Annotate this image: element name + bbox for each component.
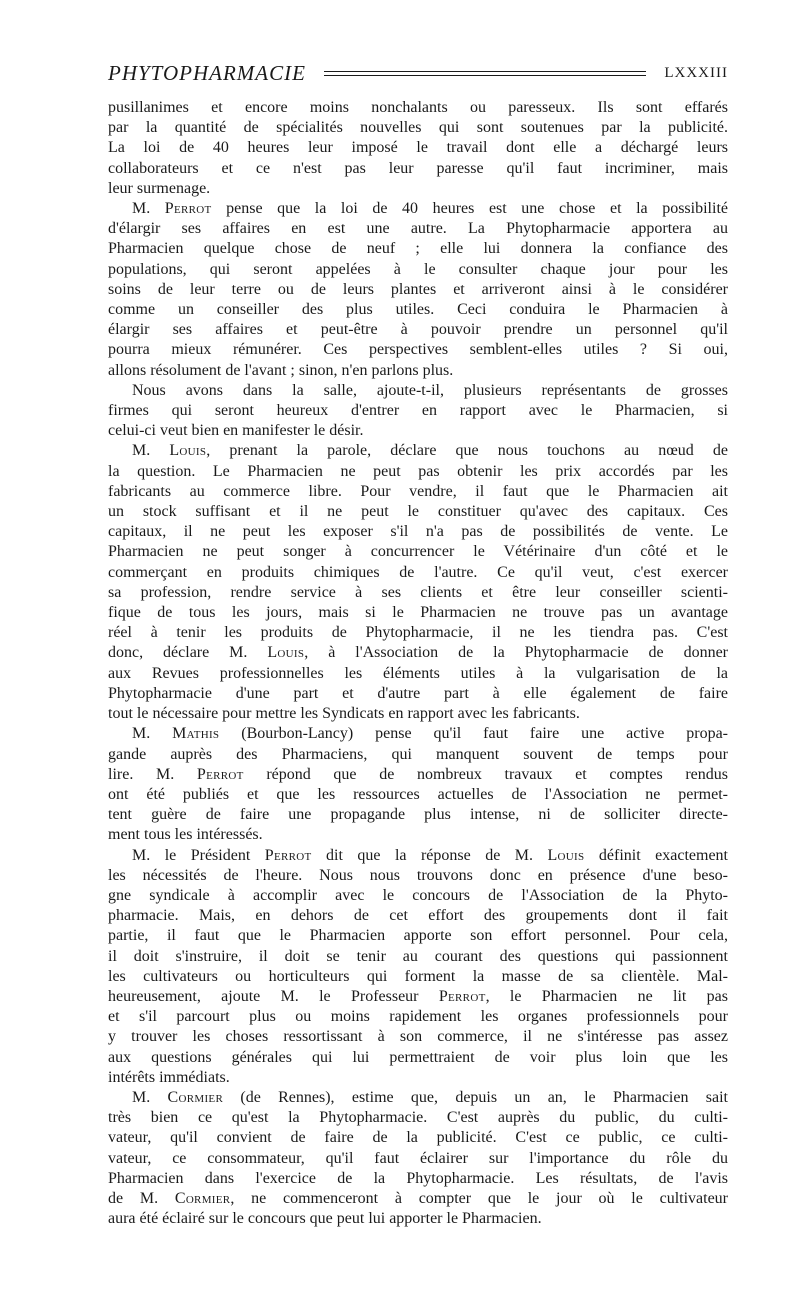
text-line: gne syndicale à accomplir avec le concours de l'Association de la Phyto- bbox=[108, 886, 728, 904]
running-header bbox=[108, 58, 728, 88]
person-name: Perrot bbox=[438, 987, 486, 1005]
text-line: très bien ce qu'est la Phytopharmacie. C'est auprès du public, du culti- bbox=[108, 1109, 728, 1127]
person-name: Perrot bbox=[196, 765, 244, 783]
text-line: collaborateurs et ce n'est pas leur paresse qu'il faut incriminer, mais bbox=[108, 159, 728, 177]
text-line: les cultivateurs ou horticulteurs qui forment la masse de sa clientèle. Mal- bbox=[108, 967, 728, 985]
body-text bbox=[108, 98, 728, 1229]
text-line: capitaux, il ne peut les exposer s'il n'a pas de possibilités de vente. Le bbox=[108, 523, 728, 541]
text-line: soins de leur terre ou de leurs plantes et arriveront ainsi à le considérer bbox=[108, 280, 728, 298]
text-line: ont été publiés et que les ressources actuelles de l'Association ne permet- bbox=[108, 785, 728, 803]
text-line: M. Mathis (Bourbon-Lancy) pense qu'il faut faire une active propa- bbox=[132, 725, 728, 743]
text-line: vateur, qu'il convient de faire de la publicité. C'est ce public, ce culti- bbox=[108, 1129, 728, 1147]
text-line: allons résolument de l'avant ; sinon, n'en parlons plus. bbox=[108, 361, 454, 379]
text-line: par la quantité de spécialités nouvelles qui sont soutenues par la publicité. bbox=[108, 119, 728, 137]
text-line: M. le Président Perrot dit que la réponse de M. Louis définit exactement bbox=[132, 846, 728, 864]
text-line: aux Revues professionnelles les éléments utiles à la vulgarisation de la bbox=[108, 664, 728, 682]
text-line: fabricants au commerce libre. Pour vendre, il faut que le Pharmacien ait bbox=[108, 482, 728, 500]
text-line: pharmacie. Mais, en dehors de cet effort des groupements dont il fait bbox=[108, 907, 728, 925]
running-title: PHYTOPHARMACIE bbox=[108, 60, 306, 85]
text-line: M. Cormier (de Rennes), estime que, depuis un an, le Pharmacien sait bbox=[132, 1088, 728, 1106]
text-line: un stock suffisant et il ne peut le constituer qu'avec des capitaux. Ces bbox=[108, 503, 728, 521]
text-line: Pharmacien quelque chose de neuf ; elle lui donnera la confiance des bbox=[108, 240, 728, 258]
text-line: gande auprès des Pharmaciens, qui manquent souvent de temps pour bbox=[108, 745, 728, 763]
text-line: ment tous les intéressés. bbox=[108, 826, 263, 844]
text-line: leur surmenage. bbox=[108, 179, 211, 197]
text-line: vateur, ce consommateur, qu'il faut éclairer sur l'importance du rôle du bbox=[108, 1149, 728, 1167]
text-line: sa profession, rendre service à ses clients et être leur conseiller scienti- bbox=[108, 583, 728, 601]
text-line: la question. Le Pharmacien ne peut pas obtenir les prix accordés par les bbox=[108, 462, 728, 480]
text-line: comme un conseiller des plus utiles. Ceci conduira le Pharmacien à bbox=[108, 301, 728, 319]
text-line: populations, qui seront appelées à le consulter chaque jour pour les bbox=[108, 260, 728, 278]
text-line: élargir ses affaires et peut-être à pouvoir prendre un personnel qu'il bbox=[108, 321, 728, 339]
text-line: tout le nécessaire pour mettre les Syndicats en rapport avec les fabricants. bbox=[108, 705, 580, 723]
text-line: pourra mieux rémunérer. Ces perspectives semblent-elles utiles ? Si oui, bbox=[108, 341, 728, 359]
text-line: M. Perrot pense que la loi de 40 heures est une chose et la possibilité bbox=[132, 200, 728, 218]
person-name: Louis bbox=[169, 442, 207, 460]
text-line: partie, il faut que le Pharmacien apporte son effort personnel. Pour cela, bbox=[108, 927, 728, 945]
person-name: Cormier bbox=[167, 1088, 224, 1106]
text-line: aura été éclairé sur le concours que peut lui apporter le Pharmacien. bbox=[108, 1210, 542, 1228]
text-line: Phytopharmacie d'une part et d'autre part à elle également de faire bbox=[108, 684, 728, 702]
person-name: Cormier bbox=[174, 1189, 231, 1207]
person-name: Mathis bbox=[172, 725, 220, 743]
text-line: lire. M. Perrot répond que de nombreux travaux et comptes rendus bbox=[108, 765, 729, 783]
text-line: firmes qui seront heureux d'entrer en rapport avec le Pharmacien, si bbox=[108, 402, 728, 420]
text-line: pusillanimes et encore moins nonchalants ou paresseux. Ils sont effarés bbox=[108, 99, 728, 116]
text-line: fique de tous les jours, mais si le Pharmacien ne trouve pas un avantage bbox=[108, 604, 728, 622]
text-line: aux questions générales qui lui permettraient de voir plus loin que les bbox=[108, 1048, 728, 1066]
text-line: M. Louis, prenant la parole, déclare que nous touchons au nœud de bbox=[132, 442, 728, 460]
text-line: Nous avons dans la salle, ajoute-t-il, plusieurs représentants de grosses bbox=[132, 381, 728, 399]
page bbox=[108, 58, 728, 1229]
text-line: y trouver les choses ressortissant à son commerce, il ne s'intéresse pas assez bbox=[108, 1028, 728, 1046]
text-line: heureusement, ajoute M. le Professeur Perrot, le Pharmacien ne lit pas bbox=[108, 987, 728, 1005]
text-line: tent guère de faire une propagande plus intense, ni de solliciter directe- bbox=[108, 806, 728, 824]
person-name: Perrot bbox=[264, 846, 312, 864]
text-line: La loi de 40 heures leur imposé le travail dont elle a déchargé leurs bbox=[108, 139, 728, 157]
text-line: Pharmacien dans l'exercice de la Phytopharmacie. Les résultats, de l'avis bbox=[108, 1169, 728, 1187]
text-line: et s'il parcourt plus ou moins rapidement les organes professionnels pour bbox=[108, 1008, 728, 1026]
text-line: commerçant en produits chimiques de l'autre. Ce qu'il veut, c'est exercer bbox=[108, 563, 728, 581]
text-line: Pharmacien ne peut songer à concurrencer le Vétérinaire d'un côté et le bbox=[108, 543, 728, 561]
text-line: il doit s'instruire, il doit se tenir au courant des questions qui passionnent bbox=[108, 947, 728, 965]
person-name: Louis bbox=[267, 644, 305, 662]
text-line: donc, déclare M. Louis, à l'Association de la Phytopharmacie de donner bbox=[108, 644, 729, 662]
text-line: les nécessités de l'heure. Nous nous trouvons donc en présence d'une beso- bbox=[108, 866, 728, 884]
text-line: intérêts immédiats. bbox=[108, 1068, 230, 1086]
person-name: Perrot bbox=[164, 200, 212, 218]
header-double-rule bbox=[324, 71, 646, 76]
text-line: celui-ci veut bien en manifester le désir. bbox=[108, 422, 364, 440]
person-name: Louis bbox=[547, 846, 585, 864]
text-line: de M. Cormier, ne commenceront à compter que le jour où le cultivateur bbox=[108, 1189, 729, 1207]
text-line: d'élargir ses affaires en est une autre. La Phytopharmacie apportera au bbox=[108, 220, 728, 238]
page-number: LXXXIII bbox=[664, 64, 728, 81]
text-line: réel à tenir les produits de Phytopharmacie, il ne les tiendra pas. C'est bbox=[108, 624, 728, 642]
